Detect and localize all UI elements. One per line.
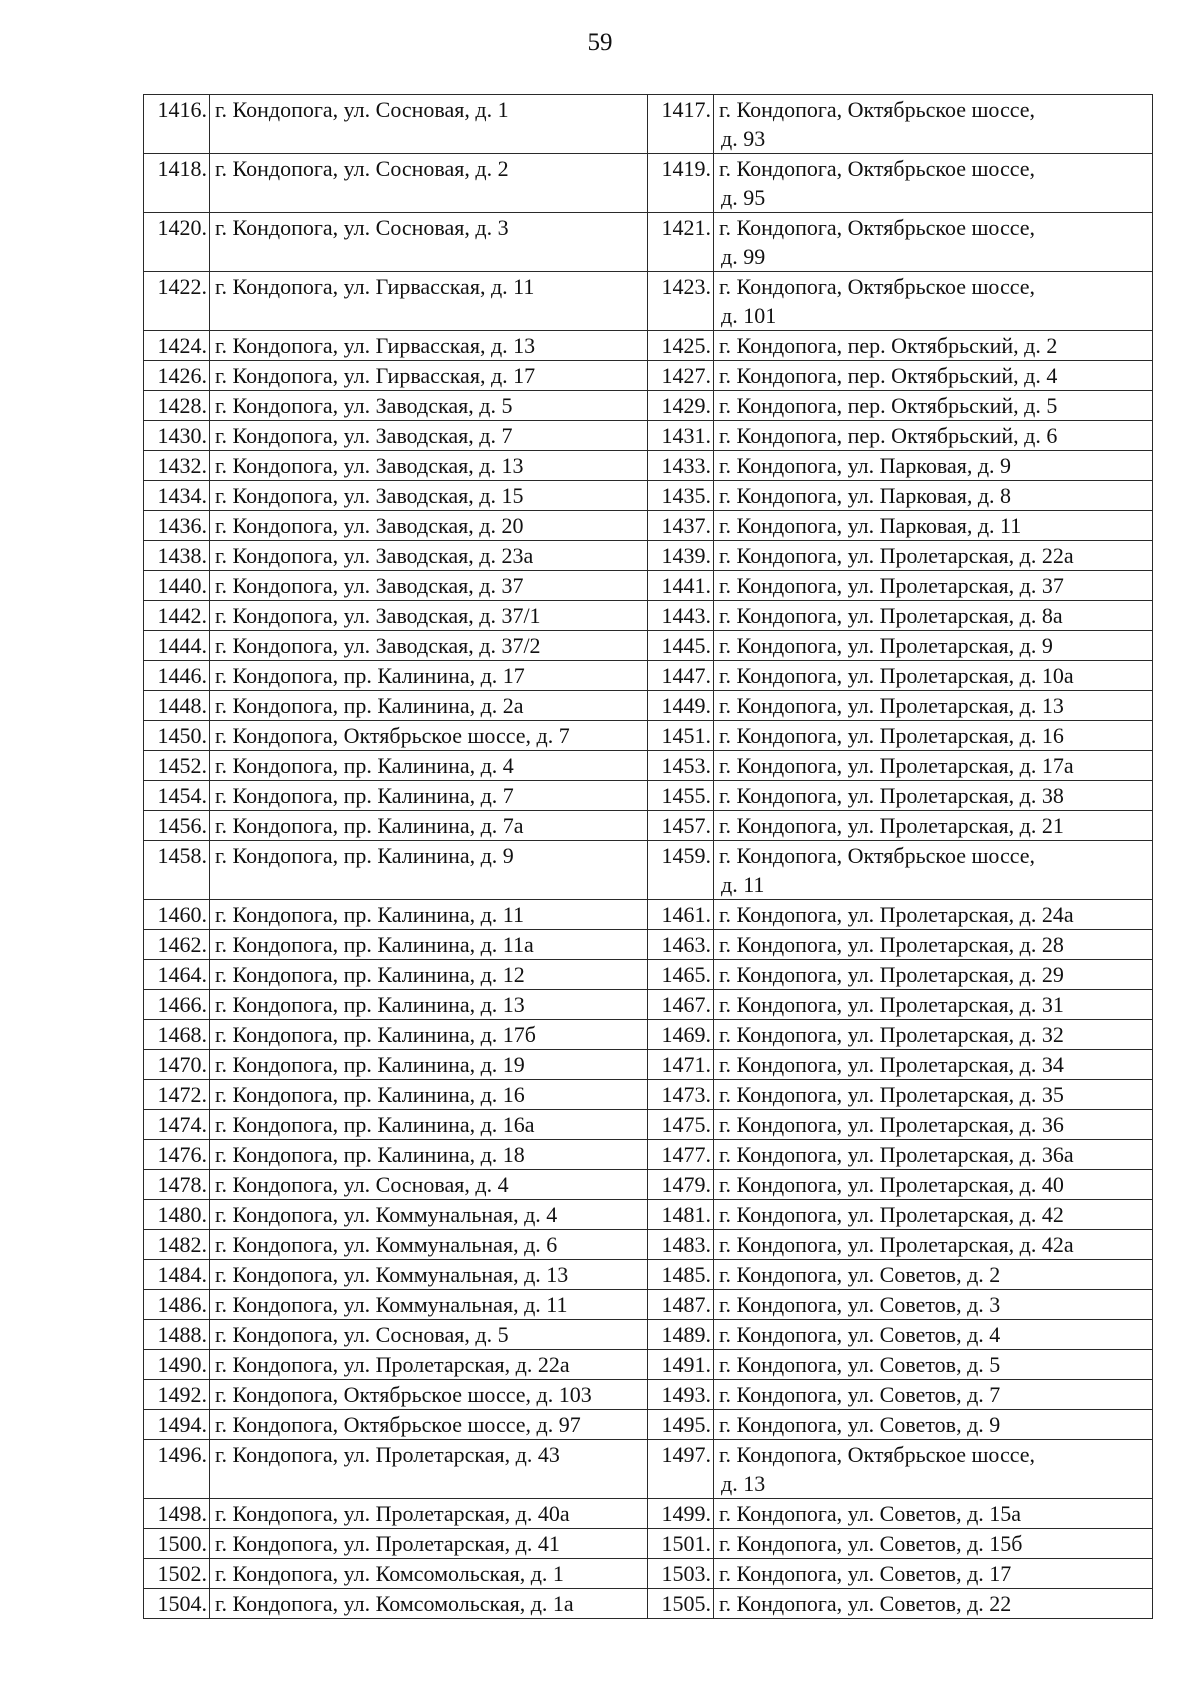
right-entry-address (714, 541, 1153, 571)
left-entry-address: г. Кондопога, ул. Сосновая, д. 2 (210, 154, 648, 213)
right-entry-address-line: г. Кондопога, ул. Пролетарская, д. 34 (719, 1052, 1064, 1077)
right-entry-number: 1495. (648, 1410, 714, 1440)
left-entry-address: г. Кондопога, ул. Пролетарская, д. 43 (210, 1440, 648, 1499)
right-entry-address (714, 1350, 1153, 1380)
right-entry-address-line: г. Кондопога, ул. Советов, д. 22 (719, 1591, 1012, 1616)
left-entry-address: г. Кондопога, Октябрьское шоссе, д. 7 (210, 721, 648, 751)
right-entry-number: 1427. (648, 361, 714, 391)
right-entry-address (714, 1529, 1153, 1559)
right-entry-number: 1477. (648, 1140, 714, 1170)
left-entry-number: 1472. (144, 1080, 210, 1110)
left-entry-address: г. Кондопога, ул. Пролетарская, д. 40а (210, 1499, 648, 1529)
right-entry-address (714, 1260, 1153, 1290)
left-entry-number: 1478. (144, 1170, 210, 1200)
right-entry-number: 1449. (648, 691, 714, 721)
left-entry-number: 1504. (144, 1589, 210, 1619)
left-entry-number: 1438. (144, 541, 210, 571)
left-entry-number: 1444. (144, 631, 210, 661)
right-entry-address-line: г. Кондопога, пер. Октябрьский, д. 6 (719, 423, 1058, 448)
right-entry-address (714, 811, 1153, 841)
right-entry-number: 1467. (648, 990, 714, 1020)
right-entry-address (714, 930, 1153, 960)
right-entry-address (714, 571, 1153, 601)
left-entry-address: г. Кондопога, пр. Калинина, д. 17 (210, 661, 648, 691)
right-entry-number: 1463. (648, 930, 714, 960)
table-row (144, 1350, 1153, 1380)
right-entry-address (714, 1080, 1153, 1110)
right-entry-address-continuation: д. 99 (721, 244, 766, 269)
left-entry-address: г. Кондопога, ул. Заводская, д. 37/2 (210, 631, 648, 661)
left-entry-number: 1484. (144, 1260, 210, 1290)
left-entry-number: 1418. (144, 154, 210, 213)
right-entry-address-line: г. Кондопога, ул. Пролетарская, д. 42 (719, 1202, 1064, 1227)
right-entry-address-line: г. Кондопога, Октябрьское шоссе, (719, 156, 1036, 181)
right-entry-address (714, 990, 1153, 1020)
right-entry-address-line: г. Кондопога, ул. Пролетарская, д. 32 (719, 1022, 1064, 1047)
right-entry-number: 1473. (648, 1080, 714, 1110)
right-entry-number: 1451. (648, 721, 714, 751)
right-entry-number: 1435. (648, 481, 714, 511)
right-entry-number: 1497. (648, 1440, 714, 1499)
right-entry-address (714, 1200, 1153, 1230)
table-row (144, 1110, 1153, 1140)
table-row (144, 631, 1153, 661)
left-entry-number: 1480. (144, 1200, 210, 1230)
right-entry-number: 1453. (648, 751, 714, 781)
right-entry-address (714, 841, 1153, 900)
right-entry-address (714, 1290, 1153, 1320)
right-entry-number: 1417. (648, 95, 714, 154)
right-entry-number: 1471. (648, 1050, 714, 1080)
right-entry-address (714, 391, 1153, 421)
table-row (144, 95, 1153, 154)
right-entry-address (714, 451, 1153, 481)
left-entry-address: г. Кондопога, ул. Сосновая, д. 5 (210, 1320, 648, 1350)
left-entry-number: 1442. (144, 601, 210, 631)
right-entry-address-line: г. Кондопога, пер. Октябрьский, д. 2 (719, 333, 1058, 358)
right-entry-address-line: г. Кондопога, ул. Пролетарская, д. 13 (719, 693, 1064, 718)
left-entry-number: 1460. (144, 900, 210, 930)
table-row (144, 1499, 1153, 1529)
left-entry-address: г. Кондопога, ул. Пролетарская, д. 41 (210, 1529, 648, 1559)
left-entry-number: 1454. (144, 781, 210, 811)
right-entry-address (714, 900, 1153, 930)
left-entry-number: 1434. (144, 481, 210, 511)
left-entry-address: г. Кондопога, ул. Сосновая, д. 3 (210, 213, 648, 272)
right-entry-address-line: г. Кондопога, пер. Октябрьский, д. 5 (719, 393, 1058, 418)
left-entry-number: 1470. (144, 1050, 210, 1080)
left-entry-number: 1458. (144, 841, 210, 900)
right-entry-address (714, 1020, 1153, 1050)
table-row (144, 811, 1153, 841)
right-entry-address-line: г. Кондопога, Октябрьское шоссе, (719, 97, 1036, 122)
right-entry-number: 1443. (648, 601, 714, 631)
table-row (144, 1260, 1153, 1290)
right-entry-number: 1441. (648, 571, 714, 601)
left-entry-address: г. Кондопога, пр. Калинина, д. 12 (210, 960, 648, 990)
right-entry-address-line: г. Кондопога, ул. Пролетарская, д. 28 (719, 932, 1064, 957)
right-entry-address-line: г. Кондопога, ул. Пролетарская, д. 35 (719, 1082, 1064, 1107)
left-entry-number: 1420. (144, 213, 210, 272)
left-entry-address: г. Кондопога, ул. Заводская, д. 23а (210, 541, 648, 571)
table-row (144, 1320, 1153, 1350)
right-entry-address (714, 601, 1153, 631)
right-entry-address-line: г. Кондопога, ул. Пролетарская, д. 21 (719, 813, 1064, 838)
table-row (144, 1230, 1153, 1260)
table-row (144, 990, 1153, 1020)
left-entry-address: г. Кондопога, ул. Заводская, д. 15 (210, 481, 648, 511)
right-entry-address-line: г. Кондопога, Октябрьское шоссе, (719, 215, 1036, 240)
right-entry-address-continuation: д. 95 (721, 185, 766, 210)
right-entry-address-line: г. Кондопога, ул. Парковая, д. 8 (719, 483, 1012, 508)
right-entry-number: 1503. (648, 1559, 714, 1589)
right-entry-address (714, 1140, 1153, 1170)
right-entry-address (714, 481, 1153, 511)
left-entry-address: г. Кондопога, ул. Заводская, д. 5 (210, 391, 648, 421)
table-row (144, 1290, 1153, 1320)
right-entry-address-line: г. Кондопога, Октябрьское шоссе, (719, 274, 1036, 299)
table-row (144, 601, 1153, 631)
right-entry-number: 1429. (648, 391, 714, 421)
left-entry-address: г. Кондопога, ул. Коммунальная, д. 13 (210, 1260, 648, 1290)
left-entry-address: г. Кондопога, пр. Калинина, д. 16а (210, 1110, 648, 1140)
left-entry-number: 1450. (144, 721, 210, 751)
right-entry-address (714, 1110, 1153, 1140)
table-row (144, 1020, 1153, 1050)
right-entry-address-line: г. Кондопога, ул. Пролетарская, д. 40 (719, 1172, 1064, 1197)
right-entry-address (714, 631, 1153, 661)
table-row (144, 541, 1153, 571)
left-entry-address: г. Кондопога, ул. Коммунальная, д. 11 (210, 1290, 648, 1320)
left-entry-address: г. Кондопога, ул. Заводская, д. 37/1 (210, 601, 648, 631)
left-entry-address: г. Кондопога, ул. Комсомольская, д. 1а (210, 1589, 648, 1619)
right-entry-address-line: г. Кондопога, ул. Советов, д. 2 (719, 1262, 1001, 1287)
right-entry-number: 1461. (648, 900, 714, 930)
right-entry-number: 1465. (648, 960, 714, 990)
right-entry-number: 1455. (648, 781, 714, 811)
left-entry-address: г. Кондопога, пр. Калинина, д. 13 (210, 990, 648, 1020)
left-entry-address: г. Кондопога, пр. Калинина, д. 19 (210, 1050, 648, 1080)
left-entry-address: г. Кондопога, ул. Заводская, д. 37 (210, 571, 648, 601)
right-entry-number: 1475. (648, 1110, 714, 1140)
right-entry-address (714, 1499, 1153, 1529)
left-entry-address: г. Кондопога, пр. Калинина, д. 18 (210, 1140, 648, 1170)
right-entry-address-line: г. Кондопога, ул. Пролетарская, д. 38 (719, 783, 1064, 808)
table-row (144, 721, 1153, 751)
left-entry-address: г. Кондопога, ул. Пролетарская, д. 22а (210, 1350, 648, 1380)
table-row (144, 1080, 1153, 1110)
right-entry-number: 1423. (648, 272, 714, 331)
left-entry-number: 1496. (144, 1440, 210, 1499)
table-row (144, 1380, 1153, 1410)
left-entry-number: 1482. (144, 1230, 210, 1260)
right-entry-address (714, 213, 1153, 272)
left-entry-address: г. Кондопога, ул. Гирвасская, д. 13 (210, 331, 648, 361)
right-entry-address-line: г. Кондопога, ул. Пролетарская, д. 36а (719, 1142, 1074, 1167)
right-entry-address (714, 361, 1153, 391)
right-entry-address-line: г. Кондопога, ул. Пролетарская, д. 24а (719, 902, 1074, 927)
left-entry-number: 1490. (144, 1350, 210, 1380)
left-entry-number: 1448. (144, 691, 210, 721)
right-entry-number: 1499. (648, 1499, 714, 1529)
right-entry-number: 1433. (648, 451, 714, 481)
left-entry-number: 1492. (144, 1380, 210, 1410)
table-row (144, 1170, 1153, 1200)
table-row (144, 781, 1153, 811)
right-entry-address (714, 154, 1153, 213)
right-entry-address (714, 661, 1153, 691)
table-row (144, 1589, 1153, 1619)
right-entry-address (714, 1170, 1153, 1200)
left-entry-number: 1474. (144, 1110, 210, 1140)
right-entry-address-line: г. Кондопога, ул. Советов, д. 15б (719, 1531, 1023, 1556)
left-entry-address: г. Кондопога, ул. Коммунальная, д. 4 (210, 1200, 648, 1230)
left-entry-number: 1464. (144, 960, 210, 990)
table-row (144, 1200, 1153, 1230)
table-row (144, 930, 1153, 960)
left-entry-address: г. Кондопога, ул. Комсомольская, д. 1 (210, 1559, 648, 1589)
left-entry-address: г. Кондопога, пр. Калинина, д. 4 (210, 751, 648, 781)
left-entry-number: 1466. (144, 990, 210, 1020)
left-entry-address: г. Кондопога, ул. Сосновая, д. 4 (210, 1170, 648, 1200)
table-row (144, 751, 1153, 781)
table-row (144, 1140, 1153, 1170)
right-entry-address-line: г. Кондопога, ул. Пролетарская, д. 16 (719, 723, 1064, 748)
left-entry-address: г. Кондопога, пр. Калинина, д. 7 (210, 781, 648, 811)
left-entry-number: 1494. (144, 1410, 210, 1440)
right-entry-address-line: г. Кондопога, ул. Пролетарская, д. 37 (719, 573, 1064, 598)
left-entry-number: 1502. (144, 1559, 210, 1589)
left-entry-address: г. Кондопога, ул. Сосновая, д. 1 (210, 95, 648, 154)
right-entry-number: 1459. (648, 841, 714, 900)
right-entry-address-line: г. Кондопога, ул. Пролетарская, д. 9 (719, 633, 1053, 658)
left-entry-address: г. Кондопога, пр. Калинина, д. 2а (210, 691, 648, 721)
right-entry-address-continuation: д. 11 (721, 872, 765, 897)
right-entry-address (714, 1230, 1153, 1260)
right-entry-address-line: г. Кондопога, Октябрьское шоссе, (719, 1442, 1036, 1467)
right-entry-number: 1447. (648, 661, 714, 691)
right-entry-address-line: г. Кондопога, ул. Пролетарская, д. 42а (719, 1232, 1074, 1257)
right-entry-number: 1419. (648, 154, 714, 213)
right-entry-address (714, 960, 1153, 990)
left-entry-address: г. Кондопога, пр. Калинина, д. 17б (210, 1020, 648, 1050)
right-entry-address-line: г. Кондопога, ул. Советов, д. 17 (719, 1561, 1012, 1586)
right-entry-number: 1487. (648, 1290, 714, 1320)
left-entry-number: 1422. (144, 272, 210, 331)
address-table-body (144, 95, 1153, 1619)
left-entry-address: г. Кондопога, пр. Калинина, д. 11 (210, 900, 648, 930)
table-row (144, 213, 1153, 272)
right-entry-number: 1421. (648, 213, 714, 272)
right-entry-address-continuation: д. 101 (721, 303, 777, 328)
table-row (144, 1410, 1153, 1440)
right-entry-number: 1489. (648, 1320, 714, 1350)
right-entry-address (714, 781, 1153, 811)
table-row (144, 841, 1153, 900)
right-entry-address-line: г. Кондопога, ул. Пролетарская, д. 8а (719, 603, 1063, 628)
table-row (144, 481, 1153, 511)
right-entry-address-line: г. Кондопога, ул. Советов, д. 7 (719, 1382, 1001, 1407)
right-entry-number: 1479. (648, 1170, 714, 1200)
table-row (144, 511, 1153, 541)
left-entry-number: 1498. (144, 1499, 210, 1529)
right-entry-address-line: г. Кондопога, ул. Пролетарская, д. 29 (719, 962, 1064, 987)
right-entry-address-line: г. Кондопога, пер. Октябрьский, д. 4 (719, 363, 1058, 388)
left-entry-number: 1428. (144, 391, 210, 421)
right-entry-address (714, 1380, 1153, 1410)
left-entry-address: г. Кондопога, пр. Калинина, д. 7а (210, 811, 648, 841)
right-entry-number: 1431. (648, 421, 714, 451)
right-entry-address-line: г. Кондопога, ул. Пролетарская, д. 36 (719, 1112, 1064, 1137)
left-entry-address: г. Кондопога, пр. Калинина, д. 9 (210, 841, 648, 900)
right-entry-address-line: г. Кондопога, ул. Пролетарская, д. 17а (719, 753, 1074, 778)
right-entry-address-line: г. Кондопога, ул. Пролетарская, д. 31 (719, 992, 1064, 1017)
right-entry-address-line: г. Кондопога, ул. Советов, д. 3 (719, 1292, 1001, 1317)
left-entry-number: 1424. (144, 331, 210, 361)
left-entry-number: 1416. (144, 95, 210, 154)
right-entry-number: 1493. (648, 1380, 714, 1410)
table-row (144, 391, 1153, 421)
right-entry-address (714, 1050, 1153, 1080)
right-entry-number: 1485. (648, 1260, 714, 1290)
left-entry-address: г. Кондопога, пр. Калинина, д. 11а (210, 930, 648, 960)
right-entry-address-line: г. Кондопога, ул. Парковая, д. 11 (719, 513, 1022, 538)
right-entry-number: 1425. (648, 331, 714, 361)
right-entry-address (714, 331, 1153, 361)
left-entry-number: 1486. (144, 1290, 210, 1320)
left-entry-number: 1488. (144, 1320, 210, 1350)
right-entry-address (714, 272, 1153, 331)
left-entry-address: г. Кондопога, ул. Заводская, д. 7 (210, 421, 648, 451)
table-row (144, 451, 1153, 481)
left-entry-number: 1446. (144, 661, 210, 691)
right-entry-number: 1457. (648, 811, 714, 841)
table-row (144, 691, 1153, 721)
right-entry-address (714, 721, 1153, 751)
table-row (144, 571, 1153, 601)
right-entry-address-line: г. Кондопога, ул. Советов, д. 5 (719, 1352, 1001, 1377)
table-row (144, 421, 1153, 451)
right-entry-address-continuation: д. 93 (721, 126, 766, 151)
right-entry-address (714, 511, 1153, 541)
right-entry-number: 1445. (648, 631, 714, 661)
address-table (143, 94, 1153, 1619)
right-entry-address-line: г. Кондопога, ул. Парковая, д. 9 (719, 453, 1012, 478)
table-row (144, 1559, 1153, 1589)
left-entry-address: г. Кондопога, ул. Заводская, д. 20 (210, 511, 648, 541)
table-row (144, 1050, 1153, 1080)
right-entry-address (714, 421, 1153, 451)
right-entry-address-line: г. Кондопога, ул. Советов, д. 4 (719, 1322, 1001, 1347)
right-entry-address-line: г. Кондопога, ул. Советов, д. 15а (719, 1501, 1022, 1526)
right-entry-number: 1505. (648, 1589, 714, 1619)
table-row (144, 272, 1153, 331)
table-row (144, 154, 1153, 213)
right-entry-address (714, 691, 1153, 721)
left-entry-number: 1476. (144, 1140, 210, 1170)
right-entry-number: 1501. (648, 1529, 714, 1559)
table-row (144, 1440, 1153, 1499)
table-row (144, 1529, 1153, 1559)
left-entry-number: 1468. (144, 1020, 210, 1050)
left-entry-number: 1462. (144, 930, 210, 960)
right-entry-address-line: г. Кондопога, ул. Пролетарская, д. 10а (719, 663, 1074, 688)
right-entry-number: 1481. (648, 1200, 714, 1230)
left-entry-number: 1440. (144, 571, 210, 601)
right-entry-address (714, 751, 1153, 781)
table-row (144, 361, 1153, 391)
right-entry-address (714, 1440, 1153, 1499)
left-entry-address: г. Кондопога, ул. Коммунальная, д. 6 (210, 1230, 648, 1260)
table-row (144, 661, 1153, 691)
left-entry-address: г. Кондопога, ул. Заводская, д. 13 (210, 451, 648, 481)
left-entry-address: г. Кондопога, Октябрьское шоссе, д. 103 (210, 1380, 648, 1410)
right-entry-address (714, 1410, 1153, 1440)
right-entry-address (714, 1320, 1153, 1350)
right-entry-address-line: г. Кондопога, Октябрьское шоссе, (719, 843, 1036, 868)
left-entry-number: 1432. (144, 451, 210, 481)
left-entry-number: 1436. (144, 511, 210, 541)
right-entry-address (714, 95, 1153, 154)
right-entry-address-continuation: д. 13 (721, 1471, 766, 1496)
table-row (144, 331, 1153, 361)
left-entry-address: г. Кондопога, Октябрьское шоссе, д. 97 (210, 1410, 648, 1440)
left-entry-address: г. Кондопога, ул. Гирвасская, д. 11 (210, 272, 648, 331)
left-entry-number: 1456. (144, 811, 210, 841)
right-entry-number: 1483. (648, 1230, 714, 1260)
right-entry-number: 1491. (648, 1350, 714, 1380)
right-entry-address (714, 1559, 1153, 1589)
left-entry-number: 1426. (144, 361, 210, 391)
right-entry-address-line: г. Кондопога, ул. Советов, д. 9 (719, 1412, 1001, 1437)
left-entry-number: 1452. (144, 751, 210, 781)
right-entry-number: 1469. (648, 1020, 714, 1050)
right-entry-number: 1437. (648, 511, 714, 541)
right-entry-address (714, 1589, 1153, 1619)
left-entry-address: г. Кондопога, пр. Калинина, д. 16 (210, 1080, 648, 1110)
left-entry-number: 1430. (144, 421, 210, 451)
table-row (144, 960, 1153, 990)
left-entry-address: г. Кондопога, ул. Гирвасская, д. 17 (210, 361, 648, 391)
right-entry-address-line: г. Кондопога, ул. Пролетарская, д. 22а (719, 543, 1074, 568)
page-number: 59 (587, 29, 613, 56)
table-row (144, 900, 1153, 930)
left-entry-number: 1500. (144, 1529, 210, 1559)
right-entry-number: 1439. (648, 541, 714, 571)
